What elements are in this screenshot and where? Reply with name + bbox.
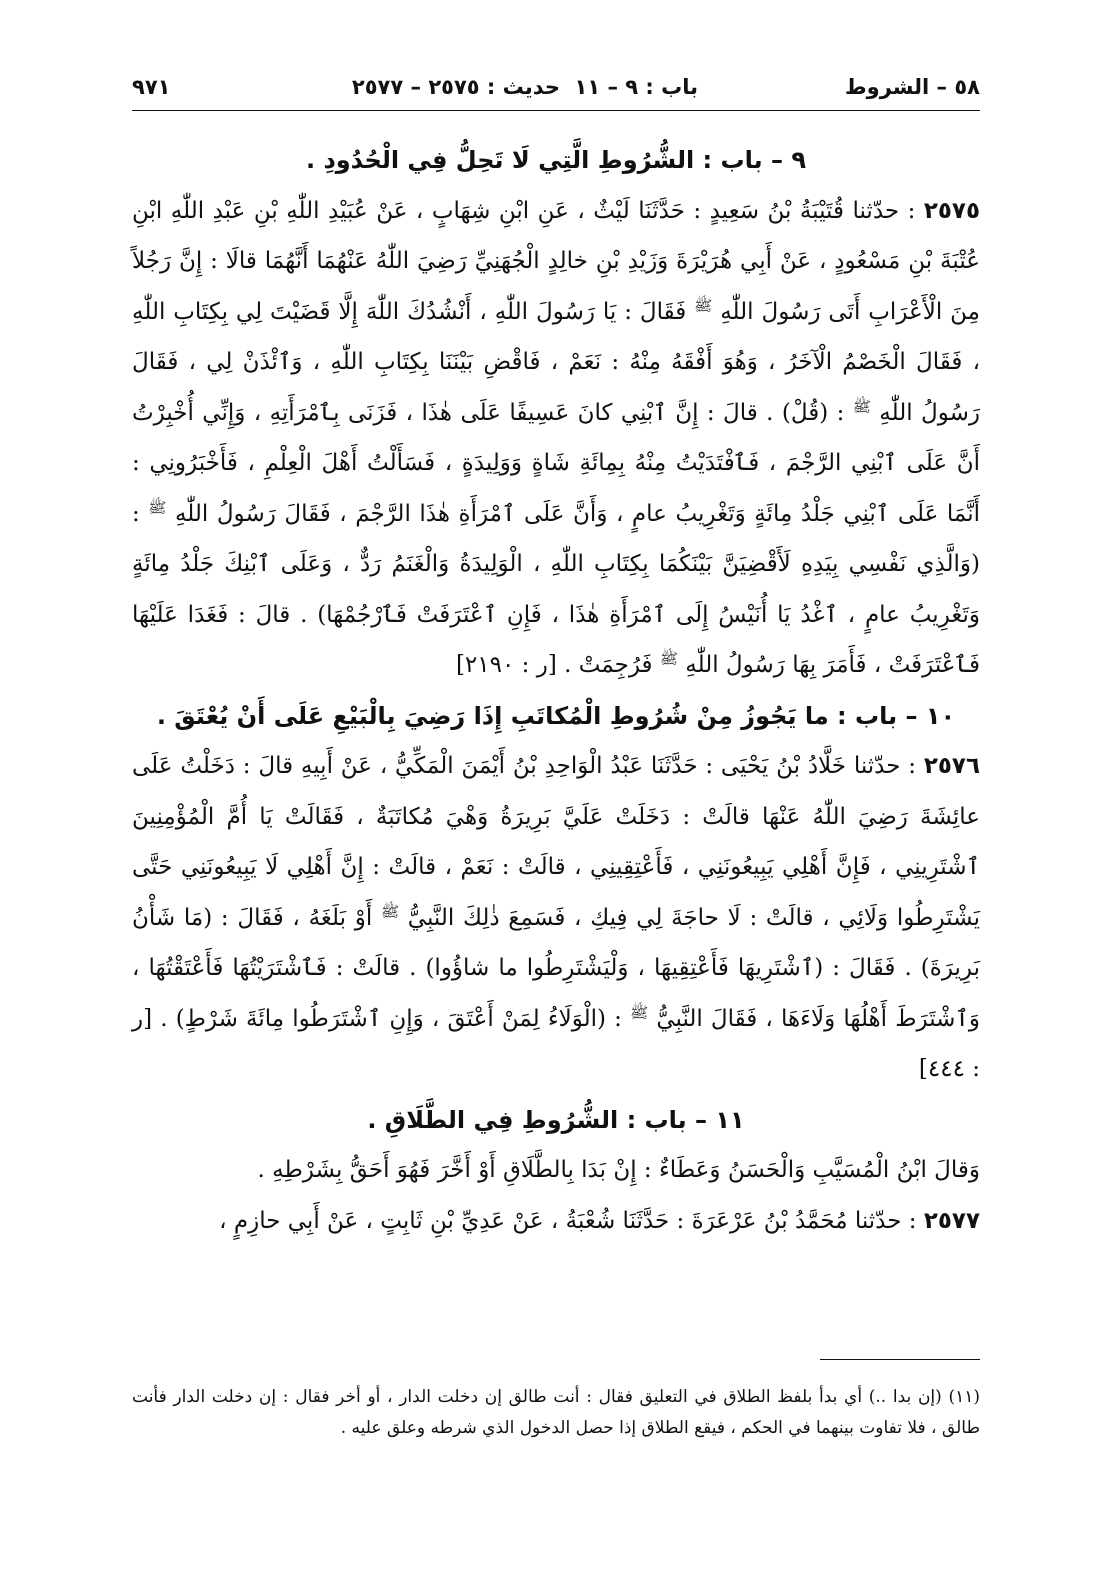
hadith-2577 [132, 1196, 980, 1247]
footnote: (١١) (إن بدا ..) أي بدأ بلفظ الطلاق في التعليق فقال : أنت طالق إن دخلت الدار ، أو أخر فقال : إن دخلت الدار فأنت طالق ، فلا تفاوت بينهما في الحكم ، فيقع الطلاق إذا حصل الدخول الذي شرطه وعلق عليه . [132, 1387, 980, 1438]
bab-10-title: ١٠ – باب : ما يَجُوزُ مِنْ شُرُوطِ الْمُكاتَبِ إِذَا رَضِيَ بِالْبَيْعِ عَلَى أَنْ يُعْتَقَ . [156, 701, 956, 730]
bab-11-title: ١١ – باب : الشُّرُوطِ فِي الطَّلَاقِ . [367, 1105, 745, 1134]
running-header [132, 64, 980, 110]
hadith-text: : (وَالَّذِي نَفْسِي بِيَدِهِ لَأَقْضِيَنَّ بَيْنَكُمَا بِكِتَابِ اللّٰهِ ، الْوَلِيدَةُ وَالْغَنَمُ رَدٌّ ، وَعَلَى ٱبْنِكَ جَلْدُ مِائَةٍ وَتَغْرِيبُ عامٍ ، ٱغْدُ يَا أُنَيْسُ إِلَى ٱمْرَأَةِ هٰذَا ، فَإِنِ ٱعْتَرَفَتْ فَٱرْجُمْهَا) . قالَ : فَغَدَا عَلَيْهَا فَٱعْتَرَفَتْ ، فَأَمَرَ بِهَا رَسُولُ اللّٰهِ [132, 500, 980, 678]
chapter-title: ٥٨ – الشروط [844, 75, 980, 99]
sallallahu-glyph: ﷺ [694, 295, 713, 314]
hadith-2576 [132, 741, 980, 1095]
hadith-text: : حدّثنا قُتَيْبَةُ بْنُ سَعِيدٍ : حَدَّثَنَا لَيْثٌ ، عَنِ ابْنِ شِهَابٍ ، عَنْ عُبَيْدِ اللّٰهِ بْنِ عَبْدِ اللّٰهِ ابْنِ عُتْبَةَ بْنِ مَسْعُودٍ ، عَنْ أَبِي هُرَيْرَةَ وَزَيْدِ بْنِ خالِدٍ الْجُهَنِيِّ رَضِيَ اللّٰهُ عَنْهُمَا أَنَّهُمَا قالَا : إِنَّ رَجُلاً مِنَ الْأَعْرَابِ أَتَى رَسُولَ اللّٰهِ [132, 197, 980, 325]
hadith-text: : (قُلْ) . قالَ : إِنَّ ٱبْنِي كانَ عَسِيفًا عَلَى هٰذَا ، فَزَنَى بِٱمْرَأَتِهِ ، وَإِنِّي أُخْبِرْتُ أَنَّ عَلَى ٱبْنِي الرَّجْمَ ، فَٱفْتَدَيْتُ مِنْهُ بِمِائَةِ شَاةٍ وَوَلِيدَةٍ ، فَسَأَلْتُ أَهْلَ الْعِلْمِ ، فَأَخْبَرُونِي : أَنَّمَا عَلَى ٱبْنِي جَلْدُ مِائَةٍ وَتَغْرِيبُ عامٍ ، وَأَنَّ عَلَى ٱمْرَأَةِ هٰذَا الرَّجْمَ ، فَقَالَ رَسُولُ اللّٰهِ [132, 399, 980, 527]
hadith-text: : (الْوَلَاءُ لِمَنْ أَعْتَقَ ، وَإِنِ ٱشْتَرَطُوا مِائَةَ شَرْطٍ) . [ر : ٤٤٤] [132, 1005, 980, 1082]
hadith-text: فَرُجِمَتْ . [ر : ٢١٩٠] [455, 652, 660, 678]
bab-range: باب : ٩ – ١١ [574, 75, 698, 99]
hadith-text: أَوْ بَلَغَهُ ، فَقَالَ : (مَا شَأْنُ بَرِيرَةَ) . فَقَالَ : (ٱشْتَرِيهَا فَأَعْتِقِيهَا ، وَلْيَشْتَرِطُوا ما شاؤُوا) . قالَتْ : فَٱشْتَرَيْتُهَا فَأَعْتَقْتُهَا ، وَٱشْتَرَطَ أَهْلُهَا وَلَاءَهَا ، فَقَالَ النَّبِيُّ [132, 904, 980, 1032]
page-number: ٩٧١ [132, 75, 171, 99]
header-rule [132, 110, 980, 111]
sallallahu-glyph: ﷺ [380, 901, 400, 920]
hadith-text: فَقَالَ : يَا رَسُولَ اللّٰهِ ، أَنْشُدُكَ اللّٰهَ إِلَّا قَضَيْتَ لِي بِكِتَابِ اللّٰهِ ، فَقَالَ الْخَصْمُ الْآخَرُ ، وَهُوَ أَفْقَهُ مِنْهُ : نَعَمْ ، فَاقْضِ بَيْنَنَا بِكِتَابِ اللّٰهِ ، وَٱئْذَنْ لِي ، فَقَالَ رَسُولُ اللّٰهِ [132, 298, 980, 426]
hadith-text: : حدّثنا مُحَمَّدُ بْنُ عَرْعَرَةَ : حَدَّثَنَا شُعْبَةُ ، عَنْ عَدِيِّ بْنِ ثَابِتٍ ، عَنْ أَبِي حازِمٍ ، [219, 1207, 924, 1234]
hadith-range: حديث : ٢٥٧٥ – ٢٥٧٧ [351, 75, 560, 99]
hadith-number: ٢٥٧٧ [923, 1207, 980, 1234]
bab-9-title: ٩ – باب : الشُّرُوطِ الَّتِي لَا تَحِلُّ فِي الْحُدُودِ . [305, 146, 807, 174]
hadith-number: ٢٥٧٦ [923, 753, 980, 779]
hadith-2575 [132, 186, 980, 691]
athar-text: وَقالَ ابْنُ الْمُسَيَّبِ وَالْحَسَنُ وَعَطَاءٌ : إِنْ بَدَا بِالطَّلَاقِ أَوْ أَخَّرَ فَهُوَ أَحَقُّ بِشَرْطِهِ . [257, 1157, 980, 1183]
sallallahu-glyph: ﷺ [630, 1002, 649, 1021]
main-text [132, 135, 980, 1246]
document-page [132, 64, 980, 1544]
sallallahu-glyph: ﷺ [659, 649, 678, 668]
footnote-rule [820, 1359, 980, 1360]
sallallahu-glyph: ﷺ [852, 396, 871, 415]
sallallahu-glyph: ﷺ [148, 497, 167, 516]
hadith-text: : حدّثنا خَلَّادُ بْنُ يَحْيَى : حَدَّثَنَا عَبْدُ الْوَاحِدِ بْنُ أَيْمَنَ الْمَكِّيُّ ، عَنْ أَبِيهِ قالَ : دَخَلْتُ عَلَى عائِشَةَ رَضِيَ اللّٰهُ عَنْهَا قالَتْ : دَخَلَتْ عَلَيَّ بَرِيرَةُ وَهْيَ مُكاتَبَةٌ ، فَقَالَتْ يَا أُمَّ الْمُؤْمِنِينَ ٱشْتَرِينِي ، فَإِنَّ أَهْلِي يَبِيعُونَنِي ، فَأَعْتِقِينِي ، قالَتْ : نَعَمْ ، قالَتْ : إِنَّ أَهْلِي لَا يَبِيعُونَنِي حَتَّى يَشْتَرِطُوا وَلَائِي ، قالَتْ : لَا حاجَةَ لِي فِيكِ ، فَسَمِعَ ذٰلِكَ النَّبِيُّ [132, 753, 980, 931]
hadith-number: ٢٥٧٥ [923, 197, 980, 224]
